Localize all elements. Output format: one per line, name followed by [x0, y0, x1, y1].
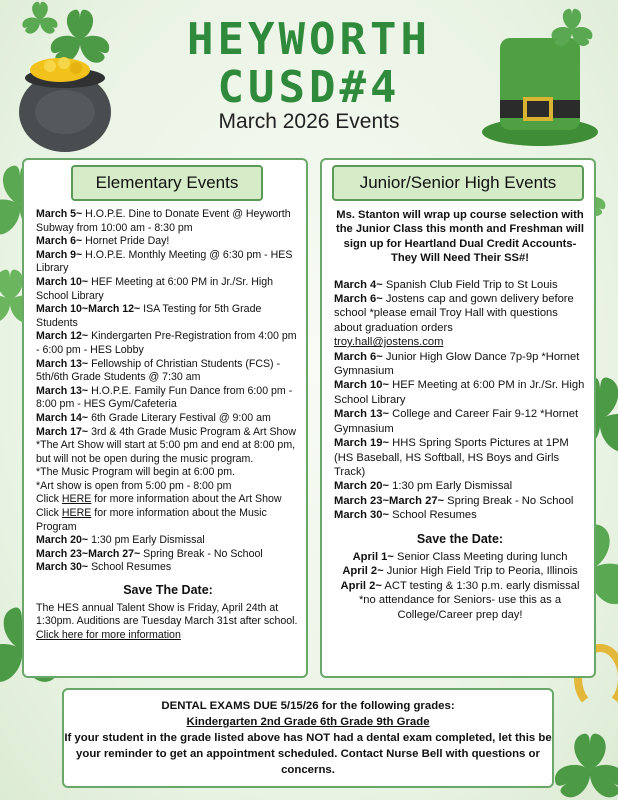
event-date: March 14~ [36, 411, 89, 424]
event-text: Fellowship of Christian Students (FCS) - 5th/6th Grade Students @ 7:30 am [36, 357, 281, 384]
music-program-link[interactable]: HERE [61, 507, 92, 520]
course-selection-notice: Ms. Stanton will wrap up course selection with the Junior Class this month and Freshman will sign up for Heartland Dual Credit Accounts-They Will Need Their SS#! [335, 209, 585, 265]
elementary-panel [22, 158, 308, 678]
event-text: College and Career Fair 9-12 *Hornet Gymnasium [334, 408, 579, 435]
event-item [36, 358, 300, 385]
event-date: March 5~ [36, 208, 83, 220]
event-item [334, 278, 586, 292]
music-program-link-line: Click HERE for more information about the Music Program [36, 507, 267, 533]
event-text: Hornet Pride Day! [82, 235, 170, 248]
art-show-link-line: Click HERE for more information about the Art Show [36, 493, 282, 506]
event-date: April 2~ [340, 579, 382, 592]
junior-senior-panel [320, 158, 596, 678]
event-item [334, 564, 586, 578]
event-item [334, 350, 586, 379]
event-text: 1:30 pm Early Dismissal [389, 480, 513, 493]
event-item [334, 407, 586, 436]
art-show-link[interactable]: HERE [61, 493, 92, 506]
event-item [36, 548, 300, 562]
event-text: School Resumes [389, 509, 477, 522]
event-date: March 6~ [36, 235, 83, 248]
event-item [334, 479, 586, 493]
event-text: H.O.P.E. Dine to Donate Event @ Heyworth Subway from 10:00 am - 8:30 pm [36, 208, 291, 234]
event-item [36, 385, 300, 412]
event-text: School Resumes [88, 561, 172, 574]
event-item [36, 426, 300, 440]
event-item [36, 249, 300, 276]
event-item [36, 412, 300, 426]
event-date: March 20~ [334, 480, 390, 493]
event-date: March 23~March 27~ [36, 547, 141, 560]
event-item [36, 208, 300, 235]
event-date: March 6~ [334, 293, 383, 306]
event-date: April 1~ [352, 550, 394, 563]
event-date: March 10~ [334, 379, 390, 392]
event-text: Spring Break - No School [444, 494, 574, 507]
event-date: March 13~ [36, 357, 89, 370]
event-text: 3rd & 4th Grade Music Program & Art Show [88, 425, 296, 438]
event-note: *Art show is open from 5:00 pm - 8:00 pm [36, 479, 232, 492]
event-item [334, 579, 586, 622]
event-date: March 19~ [334, 437, 390, 450]
talent-show-link[interactable]: Click here for more information [36, 628, 181, 641]
dental-grades: Kindergarten 2nd Grade 6th Grade 9th Grade [186, 716, 430, 728]
event-text: HHS Spring Sports Pictures at 1PM (HS Baseball, HS Softball, HS Boys and Girls Track) [334, 437, 569, 478]
event-text: Jostens cap and gown delivery before school *please email Troy Hall with questions about graduation orders [334, 293, 574, 334]
event-date: March 30~ [334, 509, 390, 522]
event-item [36, 235, 300, 249]
event-item [334, 436, 586, 479]
event-date: March 30~ [36, 561, 89, 574]
event-date: March 13~ [334, 408, 390, 421]
clover-icon [551, 734, 618, 800]
page-subtitle: March 2026 Events [218, 110, 400, 133]
event-item [36, 561, 300, 575]
event-item [334, 494, 586, 508]
event-text: H.O.P.E. Monthly Meeting @ 6:30 pm - HES Library [36, 248, 293, 275]
elementary-content [36, 208, 300, 642]
event-item [36, 303, 300, 330]
event-text: H.O.P.E. Family Fun Dance from 6:00 pm - 8:00 pm - HES Gym/Cafeteria [36, 384, 293, 411]
elementary-header: Elementary Events [71, 165, 263, 201]
event-date: March 10~ [36, 275, 89, 288]
talent-show-text: The HES annual Talent Show is Friday, April 24th at 1:30pm. Auditions are Tuesday March 31st after school. Click here for more information [36, 601, 298, 641]
event-text: HEF Meeting at 6:00 PM in Jr./Sr. High School Library [36, 275, 274, 302]
page-title-line2: CUSD#4 [217, 62, 401, 113]
event-note: *The Art Show will start at 5:00 pm and end at 8:00 pm, but will not be open during the music program. [36, 439, 296, 465]
event-text: ACT testing & 1:30 p.m. early dismissal *no attendance for Seniors- use this as a College/Career prep day! [358, 579, 580, 621]
event-item [334, 378, 586, 407]
event-item [36, 330, 300, 357]
event-date: March 17~ [36, 425, 89, 438]
event-text: Spanish Club Field Trip to St Louis [382, 278, 558, 291]
event-item [36, 276, 300, 303]
event-text: ISA Testing for 5th Grade Students [36, 303, 262, 329]
event-text: Kindergarten Pre-Registration from 4:00 pm - 6:00 pm - HES Lobby [36, 330, 297, 356]
event-text: Spring Break - No School [140, 547, 263, 560]
event-date: March 9~ [36, 248, 83, 261]
event-date: March 12~ [36, 330, 89, 343]
event-date: March 13~ [36, 384, 89, 397]
event-date: March 23~March 27~ [334, 494, 445, 507]
event-text: 1:30 pm Early Dismissal [88, 534, 205, 547]
elementary-save-the-date-title: Save The Date: [123, 583, 213, 598]
event-note: *The Music Program will begin at 6:00 pm. [36, 466, 236, 479]
page-title-line1: HEYWORTH [187, 14, 431, 65]
junior-senior-save-the-date-title: Save the Date: [416, 531, 504, 546]
event-date: April 2~ [342, 565, 384, 578]
dental-message: If your student in the grade listed above has NOT had a dental exam completed, let this be your reminder to get an appointment scheduled. Contact Nurse Bell with questions or concerns. [64, 732, 552, 776]
event-date: March 6~ [334, 350, 383, 363]
email-link[interactable]: troy.hall@jostens.com [334, 336, 444, 349]
event-date: March 20~ [36, 534, 89, 547]
event-item [36, 534, 300, 548]
event-item [334, 550, 586, 564]
event-date: March 10~March 12~ [36, 303, 141, 316]
event-text: Junior High Glow Dance 7p-9p *Hornet Gymnasium [334, 350, 580, 378]
event-text: 6th Grade Literary Festival @ 9:00 am [88, 411, 271, 424]
event-text: Junior High Field Trip to Peoria, Illinois [383, 565, 578, 578]
junior-senior-header: Junior/Senior High Events [332, 165, 584, 201]
event-text: Senior Class Meeting during lunch [393, 550, 568, 563]
event-text: HEF Meeting at 6:00 PM in Jr./Sr. High School Library [334, 379, 585, 406]
junior-senior-content [334, 208, 586, 622]
dental-exam-notice [62, 688, 554, 788]
dental-due-line: DENTAL EXAMS DUE 5/15/26 for the following grades: [161, 700, 455, 712]
event-date: March 4~ [334, 278, 383, 291]
event-item [334, 508, 586, 522]
event-item [334, 292, 586, 350]
